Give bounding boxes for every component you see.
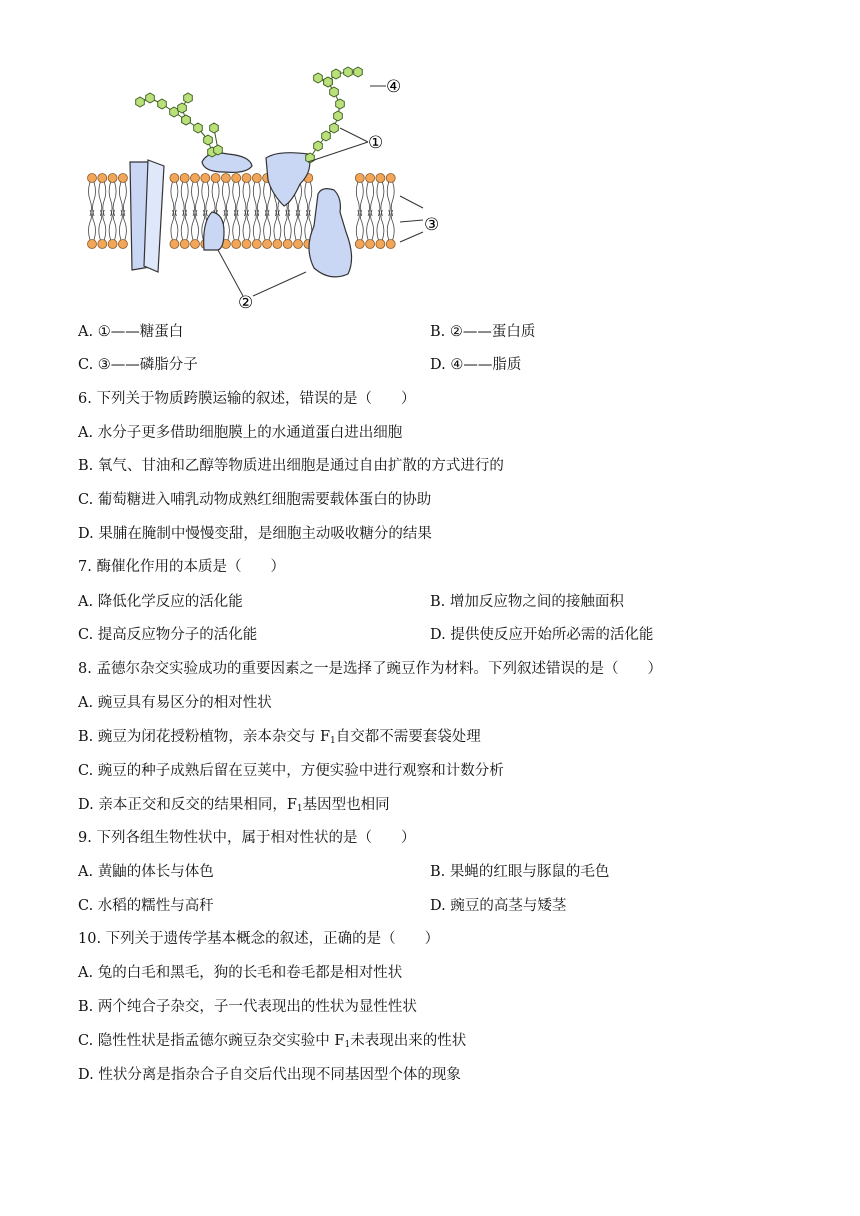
q5-option-b: B. ②——蛋白质 <box>430 324 536 340</box>
q9-option-a: A. 黄鼬的体长与体色 <box>78 864 214 880</box>
q8-option-b: B. 豌豆为闭花授粉植物，亲本杂交与 $F_1$自交都不需要套袋处理 <box>78 729 481 746</box>
q8-stem: 8. 孟德尔杂交实验成功的重要因素之一是选择了豌豆作为材料。下列叙述错误的是（ ） <box>78 661 662 677</box>
cell-membrane-figure <box>78 62 458 322</box>
q10-option-a: A. 兔的白毛和黑毛，狗的长毛和卷毛都是相对性状 <box>78 965 403 981</box>
q5-option-c: C. ③——磷脂分子 <box>78 357 198 373</box>
q6-option-a: A. 水分子更多借助细胞膜上的水通道蛋白进出细胞 <box>78 425 403 441</box>
q10-stem: 10. 下列关于遗传学基本概念的叙述，正确的是（ ） <box>78 931 440 947</box>
q7-stem: 7. 酶催化作用的本质是（ ） <box>78 559 285 575</box>
q6-option-d: D. 果脯在腌制中慢慢变甜，是细胞主动吸收糖分的结果 <box>78 526 432 542</box>
q8-option-a: A. 豌豆具有易区分的相对性状 <box>78 695 272 711</box>
label-2: ② <box>238 293 254 313</box>
label-3: ③ <box>424 215 440 235</box>
q10-option-b: B. 两个纯合子杂交，子一代表现出的性状为显性性状 <box>78 999 417 1015</box>
q9-stem: 9. 下列各组生物性状中，属于相对性状的是（ ） <box>78 830 416 846</box>
q9-option-d: D. 豌豆的高茎与矮茎 <box>430 898 567 914</box>
embedded-protein-small <box>204 212 224 250</box>
q5-option-d: D. ④——脂质 <box>430 357 522 373</box>
transmembrane-protein-large <box>309 189 352 277</box>
q6-option-c: C. 葡萄糖进入哺乳动物成熟红细胞需要载体蛋白的协助 <box>78 492 432 508</box>
q7-option-c: C. 提高反应物分子的活化能 <box>78 627 258 643</box>
label-1: ① <box>368 133 384 153</box>
q7-option-b: B. 增加反应物之间的接触面积 <box>430 594 624 610</box>
q7-option-a: A. 降低化学反应的活化能 <box>78 594 243 610</box>
q6-stem: 6. 下列关于物质跨膜运输的叙述，错误的是（ ） <box>78 391 416 407</box>
q9-option-b: B. 果蝇的红眼与豚鼠的毛色 <box>430 864 610 880</box>
glycoprotein-right <box>266 153 310 206</box>
q8-option-d: D. 亲本正交和反交的结果相同，$F_1$基因型也相同 <box>78 797 390 814</box>
q8-option-c: C. 豌豆的种子成熟后留在豆荚中，方便实验中进行观察和计数分析 <box>78 763 504 779</box>
label-4: ④ <box>386 77 402 97</box>
q5-option-a: A. ①——糖蛋白 <box>78 324 184 340</box>
channel-protein <box>130 160 164 272</box>
q10-option-d: D. 性状分离是指杂合子自交后代出现不同基因型个体的现象 <box>78 1067 461 1083</box>
q9-option-c: C. 水稻的糯性与高秆 <box>78 898 214 914</box>
q6-option-b: B. 氧气、甘油和乙醇等物质进出细胞是通过自由扩散的方式进行的 <box>78 458 504 474</box>
sugar-chains <box>136 67 363 163</box>
q10-option-c: C. 隐性性状是指孟德尔豌豆杂交实验中 $F_1$未表现出来的性状 <box>78 1033 467 1050</box>
q7-option-d: D. 提供使反应开始所必需的活化能 <box>430 627 654 643</box>
